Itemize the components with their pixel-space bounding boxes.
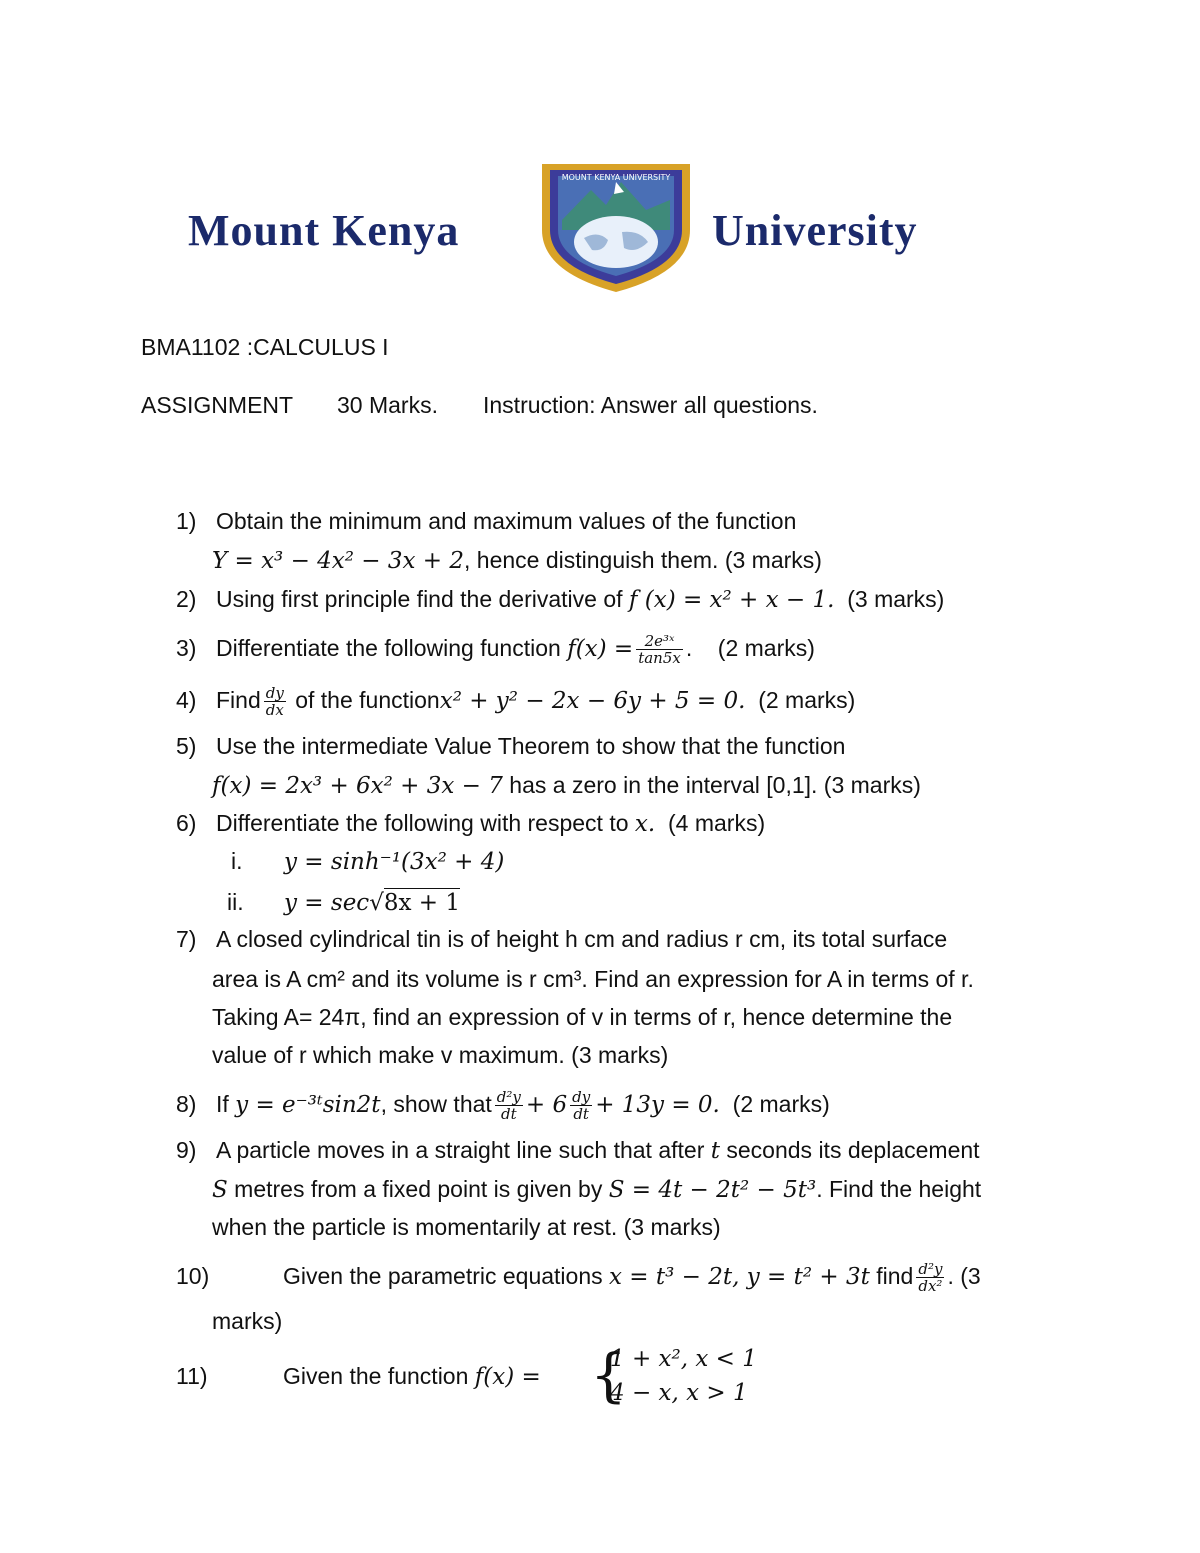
fraction bbox=[570, 1089, 592, 1122]
question-5-cont bbox=[212, 770, 921, 801]
question-number: 7) bbox=[176, 926, 197, 952]
question-math: S bbox=[212, 1177, 228, 1203]
sub-item-label: i. bbox=[231, 848, 243, 874]
question-6 bbox=[176, 808, 765, 839]
question-text: . Find the height bbox=[816, 1176, 982, 1202]
question-text: metres from a fixed point is given by bbox=[227, 1176, 609, 1202]
question-number: 4) bbox=[176, 687, 197, 713]
question-7 bbox=[176, 924, 947, 954]
question-number: 3) bbox=[176, 635, 197, 661]
fraction-numerator: d²y bbox=[496, 1088, 521, 1107]
sqrt-radicand: 8x + 1 bbox=[383, 890, 460, 916]
question-math: t bbox=[710, 1138, 720, 1164]
question-math: f(x) = bbox=[474, 1364, 541, 1390]
question-number: 8) bbox=[176, 1091, 197, 1117]
question-text: Given the parametric equations bbox=[283, 1263, 610, 1289]
question-8 bbox=[176, 1089, 830, 1122]
question-marks: . (3 bbox=[947, 1263, 981, 1289]
question-10 bbox=[176, 1261, 209, 1291]
assignment-instruction: Instruction: Answer all questions. bbox=[483, 392, 818, 418]
question-math: S = 4t − 2t² − 5t³ bbox=[608, 1177, 817, 1203]
sub-item-label: ii. bbox=[227, 889, 244, 915]
question-number: 11) bbox=[176, 1363, 208, 1389]
question-marks: (2 marks) bbox=[758, 687, 856, 713]
question-number: 10) bbox=[176, 1263, 210, 1289]
question-7-line4: value of r which make v maximum. (3 marks) bbox=[212, 1042, 669, 1068]
fraction-denominator: dt bbox=[501, 1105, 517, 1124]
fraction-denominator: tan5x bbox=[638, 649, 681, 668]
piecewise-case-2: 4 − x, x > 1 bbox=[610, 1380, 748, 1406]
question-text: Find bbox=[216, 687, 261, 713]
question-9 bbox=[176, 1135, 980, 1166]
question-11 bbox=[176, 1361, 208, 1391]
question-text: Use the intermediate Value Theorem to show that the function bbox=[216, 733, 846, 759]
question-text: seconds its deplacement bbox=[720, 1137, 980, 1163]
fraction-denominator: dx² bbox=[918, 1277, 943, 1296]
question-math: f(x) = bbox=[567, 636, 634, 662]
question-text: has a zero in the interval [0,1]. (3 marks) bbox=[502, 772, 921, 798]
question-number: 2) bbox=[176, 586, 197, 612]
question-math: + 13y = 0. bbox=[595, 1092, 720, 1118]
brand-right: University bbox=[712, 206, 918, 255]
fraction-numerator: dy bbox=[265, 684, 284, 703]
question-math: f(x) = 2x³ + 6x² + 3x − 7 bbox=[212, 773, 503, 799]
question-text: Obtain the minimum and maximum values of the function bbox=[216, 508, 797, 534]
question-text: A particle moves in a straight line such that after bbox=[216, 1137, 711, 1163]
question-text: Differentiate the following function bbox=[216, 635, 568, 661]
question-1 bbox=[176, 506, 796, 536]
piecewise-case-1: 1 + x², x < 1 bbox=[610, 1346, 757, 1372]
question-math: + 6 bbox=[525, 1092, 568, 1118]
sqrt-icon: √ bbox=[369, 890, 384, 916]
question-text: If bbox=[216, 1091, 236, 1117]
fraction-denominator: dt bbox=[573, 1105, 589, 1124]
question-math: f (x) = x² + x − 1. bbox=[628, 587, 835, 613]
fraction-numerator: dy bbox=[572, 1088, 591, 1107]
question-math: Y = x³ − 4x² − 3x + 2 bbox=[212, 548, 465, 574]
fraction bbox=[916, 1261, 944, 1294]
question-7-line2: area is A cm² and its volume is r cm³. Find an expression for A in terms of r. bbox=[212, 966, 974, 992]
course-title: BMA1102 :CALCULUS I bbox=[141, 334, 389, 360]
question-marks: (2 marks) bbox=[732, 1091, 830, 1117]
question-11-body bbox=[283, 1361, 541, 1392]
question-5 bbox=[176, 731, 845, 761]
fraction-numerator: d²y bbox=[918, 1260, 943, 1279]
question-10-marks-cont: marks) bbox=[212, 1308, 283, 1334]
question-number: 6) bbox=[176, 810, 197, 836]
fraction-denominator: dx bbox=[265, 701, 284, 720]
question-marks: (3 marks) bbox=[847, 586, 945, 612]
question-text: , hence distinguish them. (3 marks) bbox=[464, 547, 822, 573]
svg-text:MOUNT KENYA UNIVERSITY: MOUNT KENYA UNIVERSITY bbox=[561, 173, 671, 182]
question-1-cont bbox=[212, 545, 822, 576]
assignment-label: ASSIGNMENT bbox=[141, 392, 294, 418]
fraction bbox=[636, 633, 683, 666]
question-math: x. bbox=[634, 811, 656, 837]
question-9-line2 bbox=[212, 1174, 981, 1205]
question-text: Differentiate the following with respect to bbox=[216, 810, 635, 836]
question-text: Using first principle find the derivative of bbox=[216, 586, 629, 612]
fraction bbox=[264, 685, 286, 718]
question-9-line3: when the particle is momentarily at rest. (3 marks) bbox=[212, 1214, 721, 1240]
question-math: y = e⁻³ᵗsin2t bbox=[235, 1092, 381, 1118]
university-crest-icon bbox=[536, 160, 696, 295]
question-7-line3: Taking A= 24π, find an expression of v in terms of r, hence determine the bbox=[212, 1004, 953, 1030]
left-brace-icon: { bbox=[590, 1341, 627, 1409]
assignment-marks: 30 Marks. bbox=[337, 392, 438, 418]
sub-item-math: y = sec√8x + 1 bbox=[284, 890, 460, 916]
question-10-body bbox=[283, 1261, 981, 1294]
question-text: A closed cylindrical tin is of height h cm and radius r cm, its total surface bbox=[216, 926, 948, 952]
question-number: 1) bbox=[176, 508, 197, 534]
question-4 bbox=[176, 685, 855, 718]
question-number: 5) bbox=[176, 733, 197, 759]
question-text: Given the function bbox=[283, 1363, 475, 1389]
question-text: , show that bbox=[380, 1091, 492, 1117]
question-number: 9) bbox=[176, 1137, 197, 1163]
question-2 bbox=[176, 584, 944, 615]
fraction-numerator: 2e³ˣ bbox=[636, 633, 683, 650]
question-marks: (2 marks) bbox=[717, 635, 815, 661]
question-text: of the function bbox=[288, 687, 440, 713]
brand-left: Mount Kenya bbox=[188, 206, 460, 255]
question-3: 3) Differentiate the following function f(x) = $\frac{\text{2e³ˣ}}{\tan 5x}$ . (2 marks) bbox=[176, 632, 815, 668]
question-marks: (4 marks) bbox=[668, 810, 766, 836]
question-math: x = t³ − 2t, y = t² + 3t bbox=[609, 1264, 870, 1290]
fraction bbox=[495, 1089, 523, 1122]
sub-item-math: y = sinh⁻¹(3x² + 4) bbox=[284, 849, 505, 875]
question-text: find bbox=[869, 1263, 914, 1289]
question-math: x² + y² − 2x − 6y + 5 = 0. bbox=[439, 688, 746, 714]
